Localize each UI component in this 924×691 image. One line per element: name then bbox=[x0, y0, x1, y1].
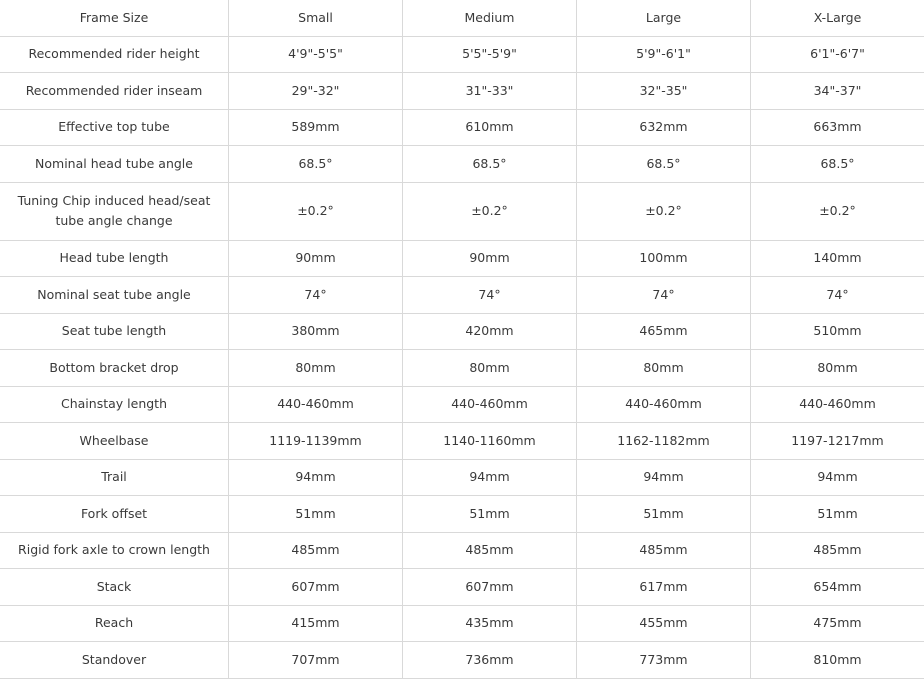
table-cell: 80mm bbox=[403, 350, 577, 387]
table-cell: 1119-1139mm bbox=[229, 423, 403, 460]
table-row bbox=[0, 423, 924, 460]
table-cell: 440-460mm bbox=[229, 386, 403, 423]
row-label: Reach bbox=[0, 605, 229, 642]
column-header-medium: Medium bbox=[403, 0, 577, 36]
table-row bbox=[0, 569, 924, 606]
table-cell: 485mm bbox=[751, 532, 924, 569]
row-label: Fork offset bbox=[0, 496, 229, 533]
table-row bbox=[0, 386, 924, 423]
table-cell: ±0.2° bbox=[403, 182, 577, 240]
header-row bbox=[0, 0, 924, 36]
table-cell: 51mm bbox=[403, 496, 577, 533]
table-cell: 589mm bbox=[229, 109, 403, 146]
table-header bbox=[0, 0, 924, 36]
table-cell: 80mm bbox=[751, 350, 924, 387]
table-cell: 29"-32" bbox=[229, 73, 403, 110]
row-label: Chainstay length bbox=[0, 386, 229, 423]
table-cell: 140mm bbox=[751, 240, 924, 277]
table-cell: 94mm bbox=[229, 459, 403, 496]
table-cell: 465mm bbox=[577, 313, 751, 350]
table-row bbox=[0, 459, 924, 496]
table-cell: 440-460mm bbox=[403, 386, 577, 423]
row-label: Nominal head tube angle bbox=[0, 146, 229, 183]
table-row bbox=[0, 240, 924, 277]
table-cell: 773mm bbox=[577, 642, 751, 679]
table-cell: 485mm bbox=[229, 532, 403, 569]
table-cell: 435mm bbox=[403, 605, 577, 642]
row-label: Standover bbox=[0, 642, 229, 679]
table-cell: 68.5° bbox=[751, 146, 924, 183]
row-label: Wheelbase bbox=[0, 423, 229, 460]
table-cell: 1140-1160mm bbox=[403, 423, 577, 460]
table-cell: 100mm bbox=[577, 240, 751, 277]
table-cell: 5'9"-6'1" bbox=[577, 36, 751, 73]
table-cell: 80mm bbox=[577, 350, 751, 387]
row-label: Tuning Chip induced head/seat tube angle change bbox=[0, 182, 229, 240]
table-cell: 632mm bbox=[577, 109, 751, 146]
table-cell: 510mm bbox=[751, 313, 924, 350]
row-label: Recommended rider height bbox=[0, 36, 229, 73]
table-body bbox=[0, 36, 924, 678]
table-cell: 5'5"-5'9" bbox=[403, 36, 577, 73]
table-cell: 475mm bbox=[751, 605, 924, 642]
table-cell: 31"-33" bbox=[403, 73, 577, 110]
table-cell: ±0.2° bbox=[751, 182, 924, 240]
table-row bbox=[0, 642, 924, 679]
table-cell: 51mm bbox=[577, 496, 751, 533]
table-cell: 94mm bbox=[577, 459, 751, 496]
table-cell: 94mm bbox=[403, 459, 577, 496]
table-row bbox=[0, 532, 924, 569]
table-cell: 610mm bbox=[403, 109, 577, 146]
row-label: Nominal seat tube angle bbox=[0, 277, 229, 314]
table-row bbox=[0, 73, 924, 110]
table-cell: 51mm bbox=[751, 496, 924, 533]
table-cell: 74° bbox=[229, 277, 403, 314]
table-row bbox=[0, 605, 924, 642]
row-label: Rigid fork axle to crown length bbox=[0, 532, 229, 569]
row-label: Stack bbox=[0, 569, 229, 606]
table-cell: 485mm bbox=[403, 532, 577, 569]
table-row bbox=[0, 350, 924, 387]
table-row bbox=[0, 182, 924, 240]
table-cell: 707mm bbox=[229, 642, 403, 679]
table-cell: 380mm bbox=[229, 313, 403, 350]
table-cell: 736mm bbox=[403, 642, 577, 679]
table-cell: 6'1"-6'7" bbox=[751, 36, 924, 73]
table-cell: 607mm bbox=[229, 569, 403, 606]
table-cell: 617mm bbox=[577, 569, 751, 606]
table-cell: 607mm bbox=[403, 569, 577, 606]
table-cell: 663mm bbox=[751, 109, 924, 146]
column-header-x-large: X-Large bbox=[751, 0, 924, 36]
table-cell: 68.5° bbox=[403, 146, 577, 183]
row-label: Effective top tube bbox=[0, 109, 229, 146]
table-row bbox=[0, 109, 924, 146]
table-cell: 485mm bbox=[577, 532, 751, 569]
table-cell: 415mm bbox=[229, 605, 403, 642]
table-cell: 74° bbox=[577, 277, 751, 314]
row-label: Bottom bracket drop bbox=[0, 350, 229, 387]
table-cell: 1197-1217mm bbox=[751, 423, 924, 460]
table-cell: 32"-35" bbox=[577, 73, 751, 110]
table-cell: 90mm bbox=[229, 240, 403, 277]
table-cell: 74° bbox=[751, 277, 924, 314]
table-row bbox=[0, 496, 924, 533]
table-row bbox=[0, 146, 924, 183]
table-row bbox=[0, 313, 924, 350]
column-header-frame-size: Frame Size bbox=[0, 0, 229, 36]
column-header-large: Large bbox=[577, 0, 751, 36]
table-cell: ±0.2° bbox=[577, 182, 751, 240]
table-cell: 94mm bbox=[751, 459, 924, 496]
table-cell: 68.5° bbox=[577, 146, 751, 183]
table-cell: 80mm bbox=[229, 350, 403, 387]
table-cell: 51mm bbox=[229, 496, 403, 533]
table-cell: 420mm bbox=[403, 313, 577, 350]
row-label: Seat tube length bbox=[0, 313, 229, 350]
row-label: Trail bbox=[0, 459, 229, 496]
table-cell: 810mm bbox=[751, 642, 924, 679]
table-cell: 90mm bbox=[403, 240, 577, 277]
table-row bbox=[0, 277, 924, 314]
table-cell: 4'9"-5'5" bbox=[229, 36, 403, 73]
table-cell: ±0.2° bbox=[229, 182, 403, 240]
table-cell: 455mm bbox=[577, 605, 751, 642]
column-header-small: Small bbox=[229, 0, 403, 36]
table-cell: 34"-37" bbox=[751, 73, 924, 110]
table-cell: 654mm bbox=[751, 569, 924, 606]
row-label: Head tube length bbox=[0, 240, 229, 277]
table-cell: 68.5° bbox=[229, 146, 403, 183]
table-cell: 440-460mm bbox=[577, 386, 751, 423]
table-row bbox=[0, 36, 924, 73]
table-cell: 74° bbox=[403, 277, 577, 314]
table-cell: 440-460mm bbox=[751, 386, 924, 423]
table-cell: 1162-1182mm bbox=[577, 423, 751, 460]
row-label: Recommended rider inseam bbox=[0, 73, 229, 110]
